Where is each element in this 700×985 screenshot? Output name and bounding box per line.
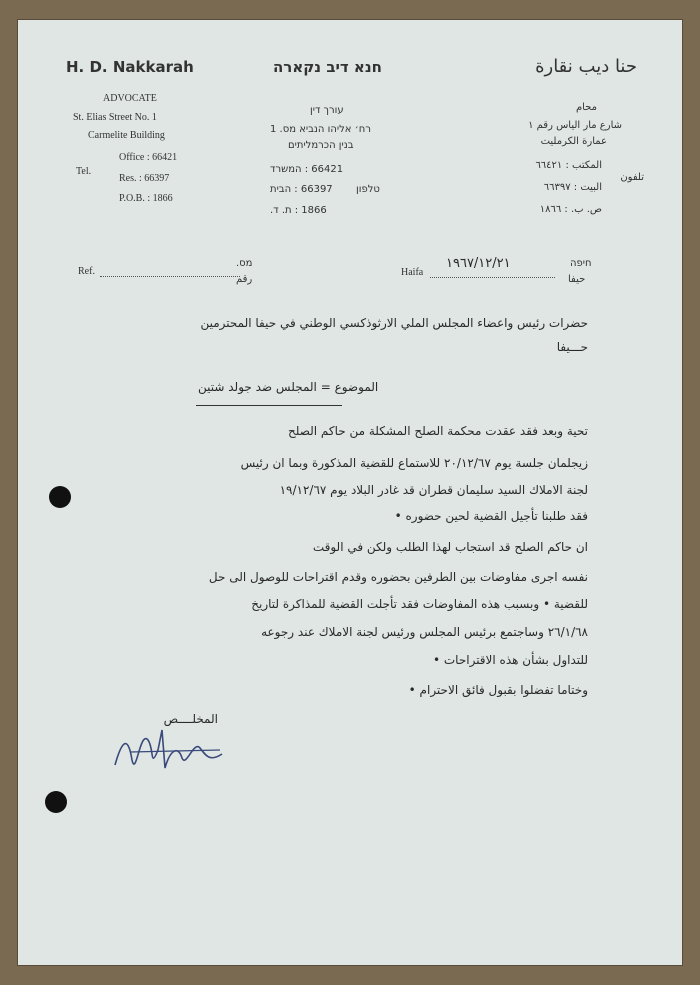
letter-paper bbox=[18, 20, 682, 965]
pob-arabic: ص. ب. : ١٨٦٦ bbox=[539, 204, 602, 215]
letter-date: ١٩٦٧/١٢/٢١ bbox=[446, 256, 511, 271]
title-hebrew: עורך דין bbox=[310, 105, 344, 116]
address-english-2: Carmelite Building bbox=[88, 130, 165, 141]
office-phone-hebrew: 66421 : המשרד bbox=[270, 164, 344, 175]
office-phone-english: Office : 66421 bbox=[119, 152, 178, 163]
ref-label-hebrew: מס. bbox=[236, 258, 253, 269]
pob-english: P.O.B. : 1866 bbox=[119, 193, 173, 204]
subject-underline bbox=[196, 405, 342, 406]
res-phone-hebrew: 66397 : הבית bbox=[270, 184, 333, 195]
para1-line-2: زيجلمان جلسة يوم ٢٠/١٢/٦٧ للاستماع للقضية المذكورة وبما ان رئيس bbox=[240, 456, 588, 470]
tel-label-arabic: تلفون bbox=[620, 172, 644, 183]
address-hebrew-2: בנין הכרמליתים bbox=[288, 140, 354, 151]
address-arabic-1: شارع مار الياس رقم ١ bbox=[528, 120, 622, 131]
date-line bbox=[430, 277, 555, 278]
address-english-1: St. Elias Street No. 1 bbox=[73, 112, 157, 123]
closing-line: وختاما تفضلوا بقبول فائق الاحترام • bbox=[408, 683, 588, 697]
ref-line bbox=[100, 276, 240, 277]
haifa-label: Haifa bbox=[401, 267, 424, 278]
address-arabic-2: عمارة الكرمليت bbox=[540, 136, 607, 147]
tel-label-hebrew: טלפון bbox=[356, 184, 380, 195]
title-arabic: محام bbox=[575, 102, 597, 113]
name-arabic: حنا ديب نقارة bbox=[535, 56, 637, 77]
para2-line-3: للقضية • وبسبب هذه المفاوضات فقد تأجلت القضية للمذاكرة لتاريخ bbox=[251, 597, 588, 611]
address-hebrew-1: רח׳ אליהו הנביא מס. 1 bbox=[270, 124, 371, 135]
signature bbox=[110, 720, 230, 780]
ref-label-arabic: رقم bbox=[236, 274, 253, 285]
para2-line-2: نفسه اجرى مفاوضات بين الطرفين بحضوره وقدم اقتراحات للوصول الى حل bbox=[208, 570, 588, 584]
haifa-label-hebrew: חיפה bbox=[570, 258, 592, 269]
punch-hole-bottom bbox=[45, 791, 67, 813]
subject-line: الموضوع = المجلس ضد جولد شتين bbox=[198, 380, 379, 394]
punch-hole-top bbox=[49, 486, 71, 508]
para1-line-1: تحية وبعد فقد عقدت محكمة الصلح المشكلة من حاكم الصلح bbox=[287, 424, 588, 438]
recipient-line-2: حـــيفا bbox=[556, 340, 588, 354]
para1-line-3: لجنة الاملاك السيد سليمان قطران قد غادر البلاد يوم ١٩/١٢/٦٧ bbox=[279, 483, 588, 497]
para2-line-1: ان حاكم الصلح قد استجاب لهذا الطلب ولكن في الوقت bbox=[312, 540, 588, 554]
para2-line-5: للتداول بشأن هذه الاقتراحات • bbox=[432, 653, 588, 667]
title-english: ADVOCATE bbox=[103, 93, 157, 104]
name-english: H. D. Nakkarah bbox=[66, 58, 194, 76]
office-phone-arabic: المكتب : ٦٦٤٢١ bbox=[535, 160, 602, 171]
para2-line-4: ٢٦/١/٦٨ وساجتمع برئيس المجلس ورئيس لجنة الاملاك عند رجوعه bbox=[261, 625, 588, 639]
res-phone-english: Res. : 66397 bbox=[119, 173, 170, 184]
signoff: المخلــــص bbox=[163, 712, 218, 726]
pob-hebrew: 1866 : ת. ד. bbox=[270, 205, 327, 216]
para1-line-4: فقد طلبنا تأجيل القضية لحين حضوره • bbox=[394, 509, 588, 523]
recipient-line-1: حضرات رئيس واعضاء المجلس الملي الارثوذكسي الوطني في حيفا المحترمين bbox=[200, 316, 588, 330]
tel-label-english: Tel. bbox=[76, 166, 92, 177]
res-phone-arabic: البيت : ٦٦٣٩٧ bbox=[543, 182, 602, 193]
haifa-label-arabic: حيفا bbox=[568, 274, 586, 285]
ref-label: Ref. bbox=[78, 266, 95, 277]
name-hebrew: חנא דיב נקארה bbox=[273, 58, 382, 76]
